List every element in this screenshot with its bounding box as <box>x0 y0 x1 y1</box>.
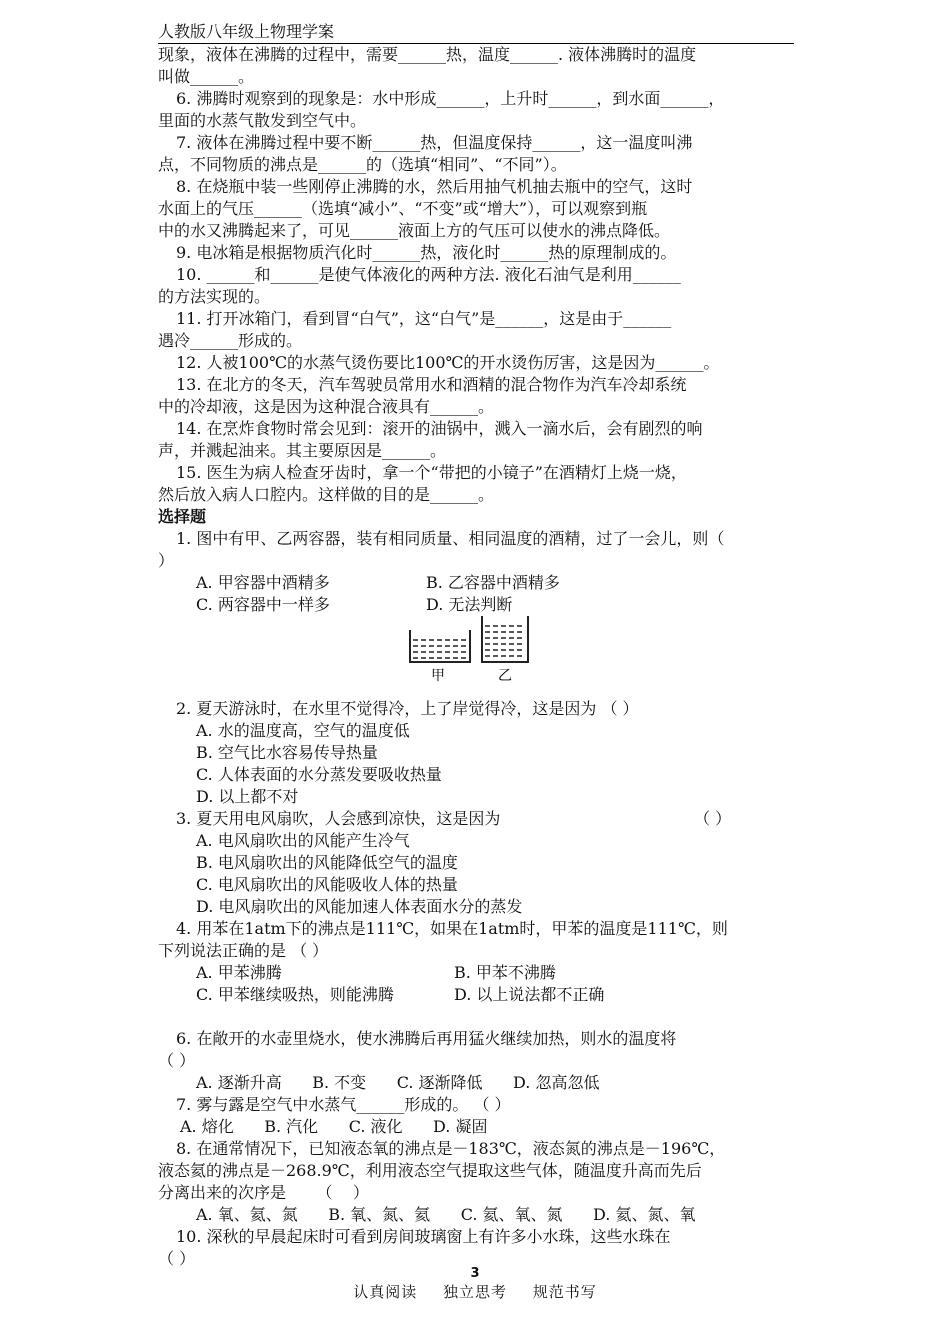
question-stem <box>158 808 794 830</box>
question-stem: 8. 在通常情况下，已知液态氧的沸点是－183℃，液态氮的沸点是－196℃， <box>176 1139 726 1158</box>
text-line: 中的水又沸腾起来了，可见______液面上方的气压可以使水的沸点降低。 <box>158 221 671 240</box>
answer-bracket: （ ） <box>694 809 732 828</box>
question-stem: 10. 深秋的早晨起床时可看到房间玻璃窗上有许多小水珠，这些水珠在 <box>176 1227 671 1246</box>
text-line: 然后放入病人口腔内。这样做的目的是______。 <box>158 485 495 504</box>
question-7 <box>158 1094 794 1138</box>
question-stem: （ ） <box>158 1249 196 1268</box>
option-c: C. 两容器中一样多 <box>196 595 330 614</box>
text-line: 14. 在烹炸食物时常会见到：滚开的油锅中，溅入一滴水后，会有剧烈的响 <box>176 419 703 438</box>
page-number: 3 <box>470 1266 480 1281</box>
option-d: D. 无法判断 <box>426 595 513 614</box>
motto-item: 独立思考 <box>442 1283 507 1301</box>
question-stem: （ ） <box>158 1051 196 1070</box>
option-b: B. 甲苯不沸腾 <box>454 963 556 982</box>
option-row <box>158 962 794 984</box>
section-title: 选择题 <box>158 507 207 526</box>
question-stem: ） <box>158 551 175 570</box>
option-d: D. 以上都不对 <box>196 787 299 806</box>
text-line: 里面的水蒸气散发到空气中。 <box>158 111 367 130</box>
question-stem: 4. 用苯在1atm下的沸点是111℃，如果在1atm时，甲苯的温度是111℃，则 <box>176 919 728 938</box>
option-c: C. 人体表面的水分蒸发要吸收热量 <box>196 765 442 784</box>
option-a: A. 水的温度高，空气的温度低 <box>196 721 410 740</box>
text-line: 6. 沸腾时观察到的现象是：水中形成______，上升时______，到水面______， <box>176 89 725 108</box>
option-d: D. 以上说法都不正确 <box>454 985 605 1004</box>
text-line: 水面上的气压______（选填“减小”、“不变”或“增大”），可以观察到瓶 <box>158 199 648 218</box>
question-3 <box>158 808 794 918</box>
page-header: 人教版八年级上物理学案 <box>158 22 794 44</box>
option-a: A. 甲苯沸腾 <box>196 963 282 982</box>
question-stem: 分离出来的次序是 （ ） <box>158 1183 369 1202</box>
motto-item: 规范书写 <box>532 1283 597 1301</box>
footer-motto <box>0 1281 950 1302</box>
text-line: 10. ______和______是使气体液化的两种方法. 液化石油气是利用______ <box>176 265 681 284</box>
option-c: C. 电风扇吹出的风能吸收人体的热量 <box>196 875 458 894</box>
option-row <box>158 572 794 594</box>
text-line: 13. 在北方的冬天，汽车驾驶员常用水和酒精的混合物作为汽车冷却系统 <box>176 375 687 394</box>
question-stem: 液态氦的沸点是－268.9℃，利用液态空气提取这些气体，随温度升高而先后 <box>158 1161 702 1180</box>
text-line: 9. 电冰箱是根据物质汽化时______热，液化时______热的原理制成的。 <box>176 243 677 262</box>
option-row: A. 氧、氦、氮 B. 氧、氮、氦 C. 氦、氧、氮 D. 氦、氮、氧 <box>196 1205 696 1224</box>
text-line: 遇冷______形成的。 <box>158 331 303 350</box>
text-line: 叫做______。 <box>158 67 255 86</box>
text-line: 15. 医生为病人检查牙齿时，拿一个“带把的小镜子”在酒精灯上烧一烧， <box>176 463 687 482</box>
text-line: 中的冷却液，这是因为这种混合液具有______。 <box>158 397 495 416</box>
containers-diagram <box>158 616 794 698</box>
worksheet-page <box>158 22 794 1270</box>
motto-item: 认真阅读 <box>353 1283 418 1301</box>
option-d: D. 电风扇吹出的风能加速人体表面水分的蒸发 <box>196 897 523 916</box>
option-row <box>158 984 794 1006</box>
option-b: B. 乙容器中酒精多 <box>426 573 560 592</box>
label-jia: 甲 <box>431 668 445 684</box>
option-row <box>158 594 794 616</box>
text-line: 7. 液体在沸腾过程中要不断______热，但温度保持______，这一温度叫沸 <box>176 133 693 152</box>
question-stem: 1. 图中有甲、乙两容器，装有相同质量、相同温度的酒精，过了一会儿，则（ <box>176 529 725 548</box>
option-row: A. 熔化 B. 汽化 C. 液化 D. 凝固 <box>180 1117 488 1136</box>
text-line: 8. 在烧瓶中装一些刚停止沸腾的水，然后用抽气机抽去瓶中的空气，这时 <box>176 177 693 196</box>
question-stem: 7. 雾与露是空气中水蒸气______形成的。 （ ） <box>176 1095 511 1114</box>
question-10 <box>158 1226 794 1270</box>
text-line: 的方法实现的。 <box>158 287 271 306</box>
text-line: 12. 人被100℃的水蒸气烫伤要比100℃的开水烫伤厉害，这是因为______。 <box>176 353 720 372</box>
option-c: C. 甲苯继续吸热，则能沸腾 <box>196 985 394 1004</box>
question-2 <box>158 698 794 808</box>
question-8 <box>158 1138 794 1226</box>
text-line: 现象，液体在沸腾的过程中，需要______热，温度______. 液体沸腾时的温度 <box>158 45 697 64</box>
question-stem: 2. 夏天游泳时，在水里不觉得冷，上了岸觉得冷，这是因为 （ ） <box>176 699 639 718</box>
option-b: B. 空气比水容易传导热量 <box>196 743 378 762</box>
option-row: A. 逐渐升高 B. 不变 C. 逐渐降低 D. 忽高忽低 <box>196 1073 600 1092</box>
question-stem: 6. 在敞开的水壶里烧水，使水沸腾后再用猛火继续加热，则水的温度将 <box>176 1029 677 1048</box>
text-line: 点，不同物质的沸点是______的（选填“相同”、“不同”）。 <box>158 155 567 174</box>
question-stem: 下列说法正确的是 （ ） <box>158 941 329 960</box>
fill-in-section <box>158 44 794 506</box>
option-a: A. 甲容器中酒精多 <box>196 573 330 592</box>
label-yi: 乙 <box>498 668 512 684</box>
question-6 <box>158 1028 794 1094</box>
text-line: 声，并溅起油来。其主要原因是______。 <box>158 441 447 460</box>
containers-figure <box>158 616 794 698</box>
question-1 <box>158 528 794 698</box>
option-b: B. 电风扇吹出的风能降低空气的温度 <box>196 853 458 872</box>
option-a: A. 电风扇吹出的风能产生冷气 <box>196 831 410 850</box>
question-4 <box>158 918 794 1006</box>
text-line: 11. 打开冰箱门，看到冒“白气”，这“白气”是______，这是由于______ <box>176 309 672 328</box>
stem-text: 3. 夏天用电风扇吹，人会感到凉快，这是因为 <box>176 809 501 828</box>
